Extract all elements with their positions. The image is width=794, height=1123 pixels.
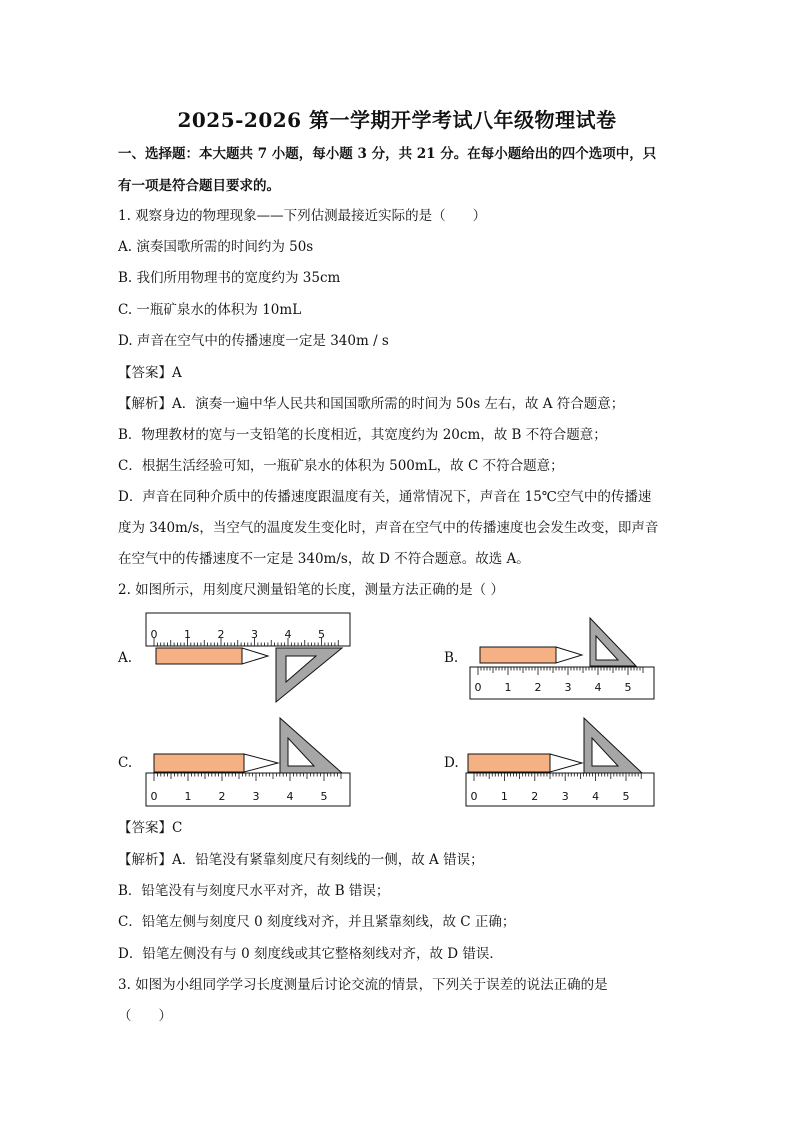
ruler-tick-label: 3 [251,628,258,641]
q3-stem-line2: （ ） [118,1008,172,1024]
q2-analysis-line: B．铅笔没有与刻度尺水平对齐，故 B 错误； [118,883,390,899]
q2-figure-a [140,610,360,705]
q2-stem: 2. 如图所示，用刻度尺测量铅笔的长度，测量方法正确的是（ ） [118,582,504,598]
ruler-tick-label: 4 [284,628,292,641]
q2-answer: 【答案】C [118,820,183,836]
ruler-tick-label: 3 [252,790,260,803]
q2-analysis-line: C．铅笔左侧与刻度尺 0 刻度线对齐，并且紧靠刻线，故 C 正确； [118,914,516,930]
q1-analysis-line: C．根据生活经验可知，一瓶矿泉水的体积为 500mL，故 C 不符合题意； [118,458,564,474]
q1-analysis-line: 在空气中的传播速度不一定是 340m/s，故 D 不符合题意。故选 A。 [118,551,530,567]
ruler-tick-label: 0 [470,790,478,803]
q2-figure-d [462,716,662,808]
pencil-body [480,647,556,663]
ruler [466,773,654,806]
ruler-tick-label: 2 [218,790,226,803]
ruler [146,613,350,646]
q1-stem: 1. 观察身边的物理现象——下列估测最接近实际的是（ ） [118,208,487,224]
pencil-tip [242,648,268,664]
q2-figure-label-c: C. [118,755,133,771]
q1-analysis-line: 【解析】A．演奏一遍中华人民共和国国歌所需的时间为 50s 左右，故 A 符合题意； [118,396,625,412]
pencil-tip [550,754,582,772]
ruler-tick-label: 0 [150,790,158,803]
q1-option-d: D. 声音在空气中的传播速度一定是 340m / s [118,333,389,349]
ruler-tick-label: 4 [594,681,602,694]
q2-figure-label-a: A. [118,650,133,666]
ruler-tick-label: 1 [500,790,508,803]
ruler-tick-label: 1 [184,790,192,803]
q2-figure-b [466,616,662,702]
q1-option-c: C. 一瓶矿泉水的体积为 10mL [118,302,302,318]
page-title: 2025-2026 第一学期开学考试八年级物理试卷 [177,108,617,132]
ruler-tick-label: 4 [592,790,600,803]
q1-option-a: A. 演奏国歌所需的时间约为 50s [118,239,314,255]
q2-figure-label-b: B. [444,650,459,666]
section-heading-line1: 一、选择题：本大题共 7 小题，每小题 3 分，共 21 分。在每小题给出的四个选项中，只 [118,146,657,162]
ruler-tick-label: 3 [561,790,569,803]
q2-figure-c [140,716,360,808]
ruler [470,667,654,699]
q3-stem-line1: 3. 如图为小组同学学习长度测量后讨论交流的情景，下列关于误差的说法正确的是 [118,977,608,993]
ruler-tick-label: 3 [564,681,572,694]
q1-analysis-line: D．声音在同种介质中的传播速度跟温度有关，通常情况下，声音在 15℃空气中的传播速 [118,489,652,505]
ruler-tick-label: 0 [150,628,158,641]
section-heading-line2: 有一项是符合题目要求的。 [118,178,280,194]
q1-answer: 【答案】A [118,365,182,381]
q1-option-b: B. 我们所用物理书的宽度约为 35cm [118,270,341,286]
pencil-body [156,648,242,664]
pencil-tip [556,647,582,663]
ruler-tick-label: 2 [534,681,542,694]
ruler-tick-label: 2 [217,628,225,641]
ruler-tick-label: 4 [286,790,294,803]
ruler-tick-label: 5 [318,628,325,641]
pencil-tip [244,754,278,772]
q2-analysis-line: 【解析】A．铅笔没有紧靠刻度尺有刻线的一侧，故 A 错误； [118,852,484,868]
ruler [146,773,350,806]
ruler-tick-label: 5 [622,790,630,803]
q1-analysis-line: B．物理教材的宽与一支铅笔的长度相近，其宽度约为 20cm，故 B 不符合题意； [118,427,607,443]
q2-analysis-line: D．铅笔左侧没有与 0 刻度线或其它整格刻线对齐，故 D 错误． [118,946,503,962]
ruler-tick-label: 1 [504,681,512,694]
q2-figure-label-d: D. [444,755,459,771]
ruler-tick-label: 5 [624,681,632,694]
pencil-body [154,754,244,772]
pencil-body [468,754,550,772]
ruler-tick-label: 0 [474,681,482,694]
ruler-tick-label: 1 [184,628,191,641]
ruler-tick-label: 2 [531,790,539,803]
ruler-tick-label: 5 [320,790,328,803]
q1-analysis-line: 度为 340m/s，当空气的温度发生变化时，声音在空气中的传播速度也会发生改变，即声音 [118,520,659,536]
